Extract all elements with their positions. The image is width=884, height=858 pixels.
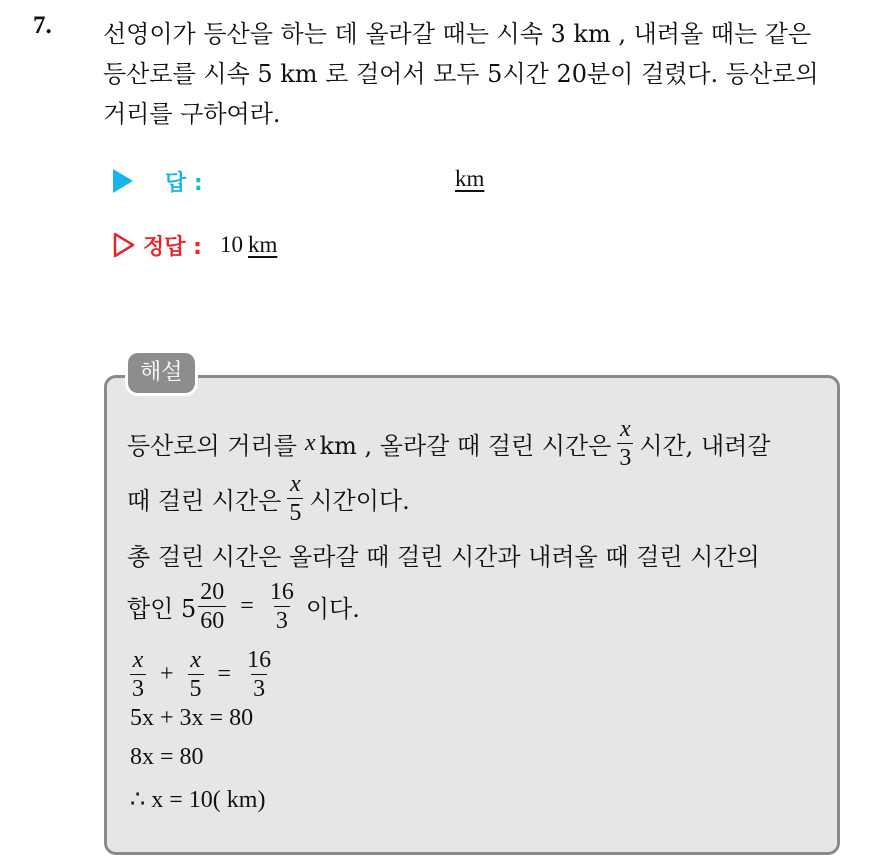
- question-line-2: 등산로를 시속 5 km 로 걸어서 모두 5시간 20분이 걸렸다. 등산로의: [103, 60, 819, 88]
- play-icon: [113, 169, 133, 193]
- correct-answer-row: [113, 229, 277, 261]
- eq1-fraction-3: [245, 646, 273, 703]
- correct-value-number: 10: [219, 232, 243, 257]
- question-line-1: 선영이가 등산을 하는 데 올라갈 때는 시속 3 km , 내려올 때는 같은: [103, 20, 812, 48]
- eq1-fraction-2: [188, 646, 204, 703]
- exp-l4-fraction-2: [268, 578, 296, 635]
- fraction-numerator: x: [190, 647, 201, 673]
- fraction-denominator: 5: [189, 676, 202, 702]
- correct-answer-value: [220, 232, 277, 258]
- explanation-tab: 해설: [128, 353, 195, 393]
- fraction-numerator: x: [619, 416, 631, 442]
- equation-4: ∴ x = 10( km): [130, 787, 266, 813]
- exp-l4-equals: =: [240, 593, 254, 619]
- exp-l2-text-a: 때 걸린 시간은: [127, 487, 282, 515]
- play-outline-icon: [113, 232, 135, 258]
- fraction-denominator: 3: [132, 676, 144, 702]
- eq1-fraction-1: [130, 646, 146, 703]
- exp-l4-fraction-1: [198, 578, 226, 635]
- exp-l2-text-b: 시간이다.: [309, 487, 410, 515]
- fraction-denominator: 5: [289, 500, 302, 526]
- fraction-numerator: 16: [269, 579, 294, 605]
- correct-value-unit: km: [247, 232, 278, 257]
- question-line-3: 거리를 구하여라.: [103, 100, 281, 128]
- fraction-numerator: x: [290, 471, 301, 497]
- correct-answer-label: 정답 :: [143, 234, 202, 260]
- fraction-denominator: 3: [253, 676, 266, 702]
- fraction-numerator: 16: [247, 647, 272, 673]
- explanation-line-4: [127, 578, 360, 635]
- exp-l4-text-b: 이다.: [305, 595, 360, 623]
- exp-l2-fraction: [287, 470, 303, 527]
- explanation-line-1: [127, 415, 771, 472]
- fraction-numerator: 20: [200, 579, 225, 605]
- equation-1: [124, 646, 279, 703]
- fraction-numerator: x: [132, 647, 144, 673]
- question-number: 7.: [33, 12, 52, 39]
- explanation-line-3: 총 걸린 시간은 올라갈 때 걸린 시간과 내려올 때 걸린 시간의: [127, 543, 760, 571]
- eq1-plus: +: [160, 661, 174, 687]
- fraction-denominator: 3: [619, 445, 632, 471]
- exp-l1-fraction: [617, 415, 633, 472]
- explanation-line-2: [127, 470, 410, 527]
- exp-l1-text-a: 등산로의 거리를: [127, 432, 297, 460]
- answer-row: [113, 166, 203, 196]
- fraction-denominator: 60: [200, 608, 225, 634]
- eq1-equals: =: [217, 661, 232, 687]
- exp-l1-text-b: km , 올라갈 때 걸린 시간은: [319, 432, 612, 460]
- exp-l1-var: x: [304, 430, 316, 456]
- equation-3: 8x = 80: [130, 744, 204, 770]
- exp-l4-text-a: 합인 5: [127, 595, 197, 623]
- exp-l1-text-c: 시간, 내려갈: [639, 432, 771, 460]
- fraction-denominator: 3: [275, 608, 288, 634]
- answer-label: 답 :: [165, 170, 203, 196]
- answer-input-unit[interactable]: km: [455, 166, 485, 191]
- equation-2: 5x + 3x = 80: [130, 705, 254, 731]
